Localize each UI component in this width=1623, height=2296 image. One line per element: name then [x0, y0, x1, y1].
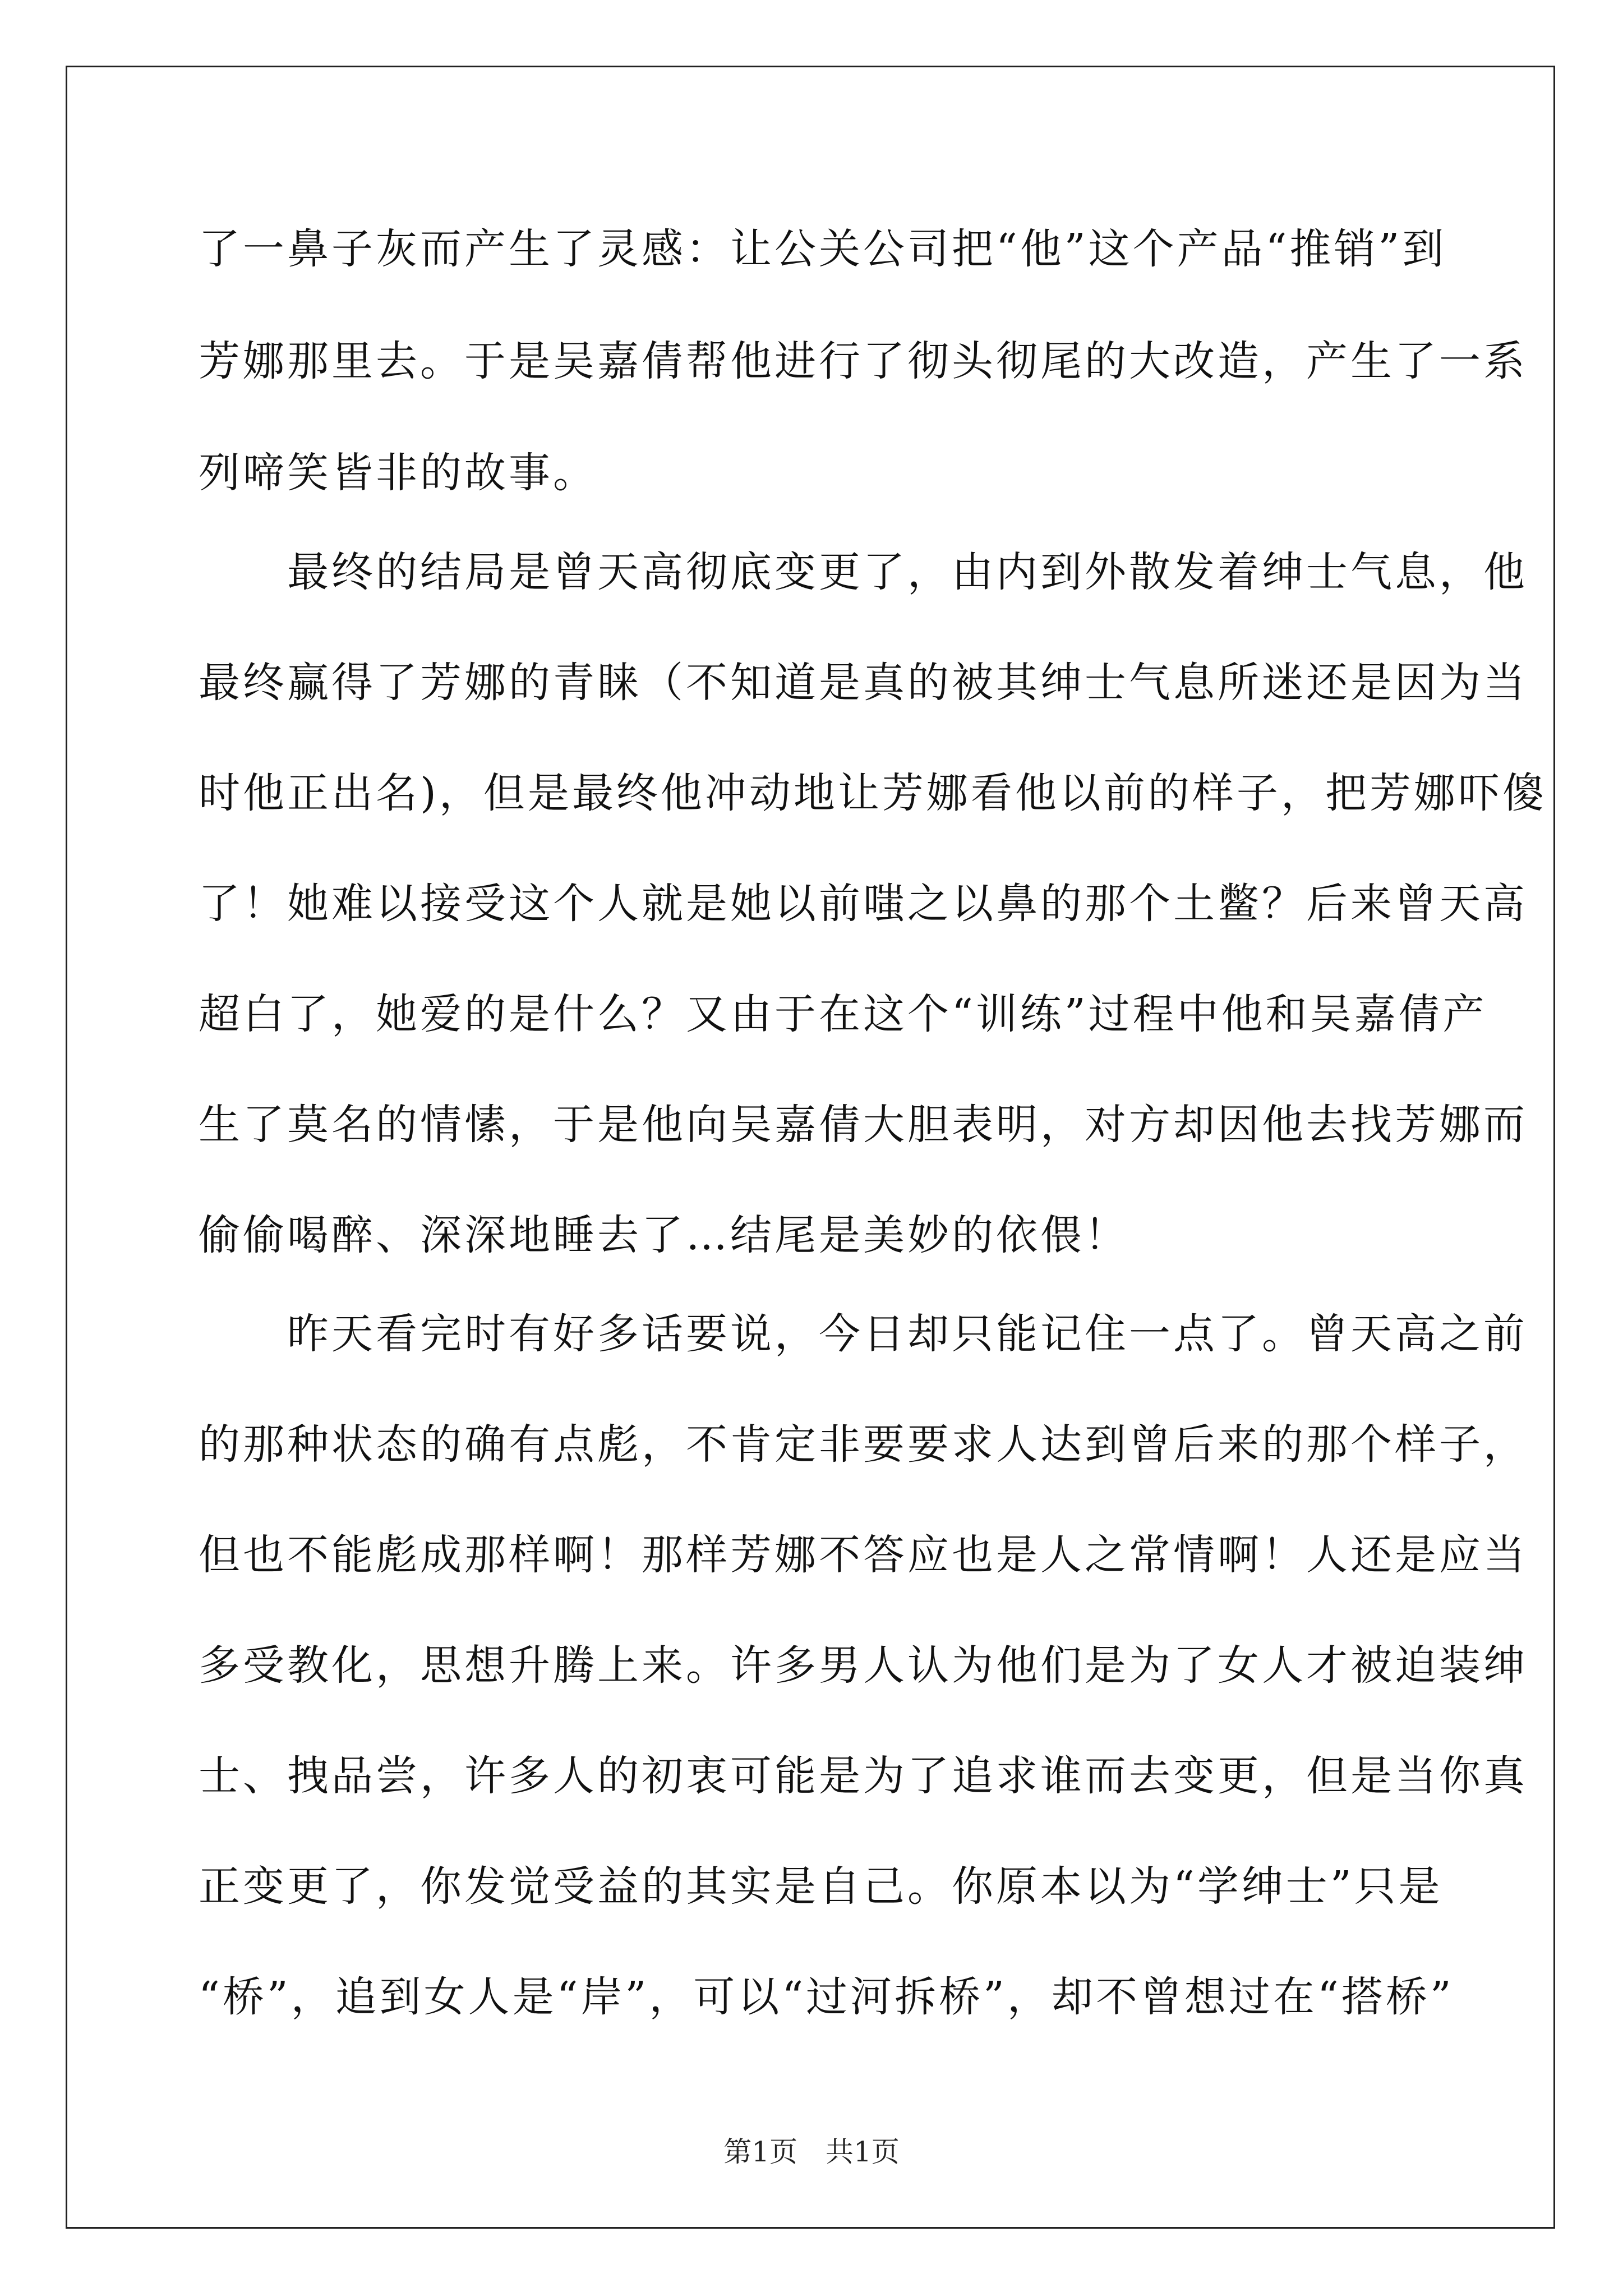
text-line-17: “桥”，追到女人是“岸”，可以“过河拆桥”，却不曾想过在“搭桥” — [199, 1973, 1454, 2021]
text-line-12: 的那种状态的确有点彪，不肯定非要要求人达到曾后来的那个样子， — [199, 1420, 1528, 1469]
text-line-11: 昨天看完时有好多话要说，今日却只能记住一点了。曾天高之前 — [199, 1310, 1528, 1358]
text-line-8: 超白了，她爱的是什么？又由于在这个“训练”过程中他和吴嘉倩产 — [199, 990, 1487, 1038]
text-line-10: 偷偷喝醉、深深地睡去了…结尾是美妙的依偎！ — [199, 1211, 1129, 1259]
text-line-15: 士、拽品尝，许多人的初衷可能是为了追求谁而去变更，但是当你真 — [199, 1752, 1528, 1800]
text-line-7: 了！她难以接受这个人就是她以前嗤之以鼻的那个土鳖？后来曾天高 — [199, 880, 1528, 928]
text-line-3: 列啼笑皆非的故事。 — [199, 449, 597, 497]
text-line-14: 多受教化，思想升腾上来。许多男人认为他们是为了女人才被迫装绅 — [199, 1641, 1528, 1690]
text-line-4: 最终的结局是曾天高彻底变更了，由内到外散发着绅士气息，他 — [199, 548, 1528, 596]
text-line-1: 了一鼻子灰而产生了灵感：让公关公司把“他”这个产品“推销”到 — [199, 225, 1447, 273]
text-line-2: 芳娜那里去。于是吴嘉倩帮他进行了彻头彻尾的大改造，产生了一系 — [199, 337, 1528, 385]
text-line-6: 时他正出名)，但是最终他冲动地让芳娜看他以前的样子，把芳娜吓傻 — [199, 769, 1547, 817]
text-line-13: 但也不能彪成那样啊！那样芳娜不答应也是人之常情啊！人还是应当 — [199, 1531, 1528, 1579]
page-number-footer: 第1页 共1页 — [723, 2136, 900, 2168]
text-line-16: 正变更了，你发觉受益的其实是自己。你原本以为“学绅士”只是 — [199, 1862, 1443, 1911]
text-line-5: 最终赢得了芳娜的青睐（不知道是真的被其绅士气息所迷还是因为当 — [199, 659, 1528, 707]
text-line-9: 生了莫名的情愫，于是他向吴嘉倩大胆表明，对方却因他去找芳娜而 — [199, 1101, 1528, 1149]
